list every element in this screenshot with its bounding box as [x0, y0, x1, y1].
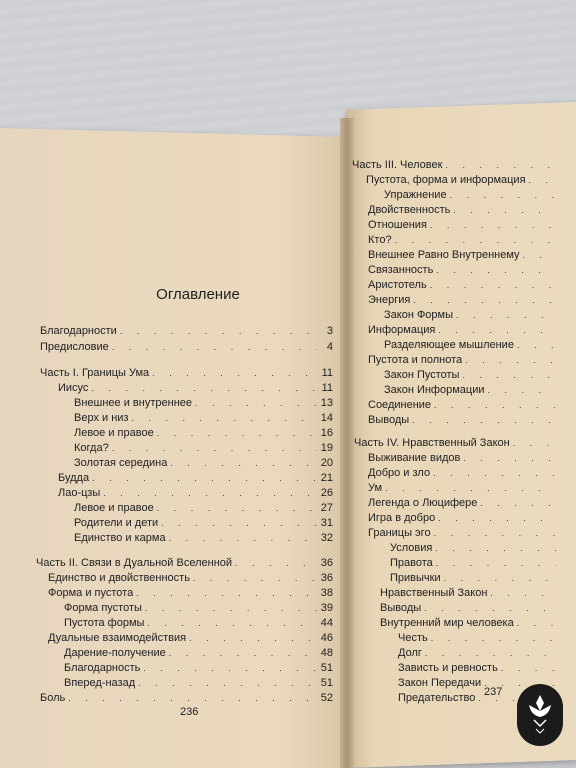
toc-entry [368, 413, 572, 427]
toc-entry-title: Единство и двойственность [48, 572, 190, 584]
toc-entry [368, 293, 572, 307]
toc-leader-dots [193, 571, 317, 585]
toc-entry-title: Верх и низ [74, 412, 129, 424]
toc-entry-page: 51 [320, 677, 333, 689]
toc-leader-dots [68, 691, 317, 705]
toc-leader-dots [120, 324, 317, 338]
toc-entry-page: 26 [320, 487, 333, 499]
toc-entry-title: Разделяющее мышление [384, 339, 514, 351]
toc-leader-dots [445, 158, 556, 172]
toc-leader-dots [424, 601, 556, 615]
toc-entry-title: Благодарность [64, 662, 141, 674]
toc-entry-title: Часть III. Человек [352, 159, 443, 171]
toc-leader-dots [103, 486, 317, 500]
toc-entry-page: 13 [320, 397, 333, 409]
toc-entry-title: Часть IV. Нравственный Закон [354, 437, 510, 449]
toc-entry-title: Упражнение [384, 189, 447, 201]
toc-leader-dots [385, 481, 556, 495]
toc-entry [384, 338, 572, 352]
toc-leader-dots [170, 456, 317, 470]
toc-leader-dots [169, 646, 317, 660]
toc-entry [384, 368, 572, 382]
toc-entry [368, 218, 572, 232]
toc-entry [368, 481, 572, 495]
toc-leader-dots [438, 511, 556, 525]
toc-entry [380, 586, 572, 600]
toc-leader-dots [450, 188, 556, 202]
toc-entry-title: Ум [368, 482, 383, 494]
toc-entry-title: Часть II. Связи в Дуальной Вселенной [36, 557, 233, 569]
toc-entry [48, 571, 333, 585]
toc-entry [64, 661, 333, 675]
toc-entry [74, 456, 333, 470]
toc-entry [368, 511, 572, 525]
toc-entry-title: Внешнее и внутреннее [74, 397, 192, 409]
toc-entry [368, 203, 572, 217]
toc-leader-dots [456, 308, 556, 322]
toc-entry-page: 3 [326, 325, 333, 337]
toc-entry-title: Закон Передачи [398, 677, 482, 689]
toc-entry-title: Закон Формы [384, 309, 454, 321]
toc-entry [74, 501, 333, 515]
toc-entry-title: Лао-цзы [58, 487, 101, 499]
toc-entry [40, 340, 333, 354]
toc-entry-title: Золотая середина [74, 457, 168, 469]
toc-leader-dots [462, 368, 556, 382]
toc-entry [64, 676, 333, 690]
toc-entry-title: Связанность [368, 264, 434, 276]
toc-entry-page: 31 [320, 517, 333, 529]
toc-entry-page: 51 [320, 662, 333, 674]
toc-leader-dots [112, 441, 317, 455]
toc-entry [368, 496, 572, 510]
toc-entry-title: Правота [390, 557, 433, 569]
toc-leader-dots [431, 631, 556, 645]
toc-leader-dots [138, 676, 317, 690]
toc-entry-title: Левое и правое [74, 502, 154, 514]
toc-leader-dots [425, 646, 556, 660]
toc-entry [58, 486, 333, 500]
toc-leader-dots [152, 366, 317, 380]
toc-leader-dots [412, 413, 556, 427]
toc-leader-dots [480, 496, 556, 510]
toc-entry [366, 173, 572, 187]
toc-entry-title: Соединение [368, 399, 432, 411]
toc-entry-title: Когда? [74, 442, 109, 454]
left-page-number: 236 [180, 706, 199, 718]
toc-entry-page: 44 [320, 617, 333, 629]
toc-entry-title: Нравственный Закон [380, 587, 488, 599]
toc-leader-dots [147, 616, 317, 630]
toc-entry [368, 526, 572, 540]
toc-entry [368, 398, 572, 412]
toc-entry-title: Левое и правое [74, 427, 154, 439]
toc-entry [48, 631, 333, 645]
toc-entry [64, 646, 333, 660]
toc-entry-title: Родители и дети [74, 517, 159, 529]
toc-leader-dots [517, 338, 556, 352]
toc-entry [384, 383, 572, 397]
toc-entry [354, 436, 572, 450]
toc-entry-title: Условия [390, 542, 433, 554]
toc-entry-title: Будда [58, 472, 90, 484]
toc-entry [380, 601, 572, 615]
toc-entry-title: Закон Информации [384, 384, 485, 396]
toc-entry-page: 4 [326, 341, 333, 353]
toc-entry [40, 324, 333, 338]
toc-entry-title: Закон Пустоты [384, 369, 460, 381]
toc-entry-title: Границы эго [368, 527, 431, 539]
toc-entry [64, 616, 333, 630]
toc-entry [384, 188, 572, 202]
toc-entry-title: Отношения [368, 219, 427, 231]
toc-entry-page: 11 [321, 367, 333, 379]
toc-leader-dots [430, 218, 556, 232]
lotus-logo-icon [517, 684, 563, 746]
toc-entry-title: Предисловие [40, 341, 109, 353]
toc-entry [40, 691, 333, 705]
toc-leader-dots [517, 616, 556, 630]
toc-entry [368, 233, 572, 247]
toc-entry [74, 516, 333, 530]
toc-entry [352, 158, 572, 172]
toc-entry-page: 38 [320, 587, 333, 599]
toc-entry-page: 39 [320, 602, 333, 614]
toc-leader-dots [501, 661, 556, 675]
toc-entry [368, 248, 572, 262]
toc-entry [390, 541, 572, 555]
toc-entry-page: 20 [320, 457, 333, 469]
toc-entry [74, 411, 333, 425]
toc-entry-title: Кто? [368, 234, 392, 246]
toc-entry-title: Выживание видов [368, 452, 461, 464]
toc-leader-dots [490, 586, 556, 600]
toc-entry [74, 396, 333, 410]
toc-entry [368, 451, 572, 465]
toc-leader-dots [487, 383, 556, 397]
toc-entry [368, 466, 572, 480]
toc-entry-page: 19 [320, 442, 333, 454]
toc-entry-page: 16 [320, 427, 333, 439]
toc-leader-dots [513, 436, 556, 450]
toc-entry-title: Привычки [390, 572, 441, 584]
toc-entry [380, 616, 572, 630]
toc-entry [64, 601, 333, 615]
toc-leader-dots [395, 233, 556, 247]
toc-entry [74, 531, 333, 545]
toc-entry [74, 426, 333, 440]
toc-entry [390, 571, 572, 585]
toc-entry-title: Внешнее Равно Внутреннему [368, 249, 520, 261]
toc-entry-title: Зависть и ревность [398, 662, 498, 674]
toc-entry [40, 366, 333, 380]
toc-entry [398, 661, 572, 675]
toc-leader-dots [91, 381, 317, 395]
toc-leader-dots [195, 396, 317, 410]
toc-leader-dots [453, 203, 556, 217]
right-page-number: 237 [484, 686, 503, 698]
toc-entry-page: 48 [320, 647, 333, 659]
toc-entry-title: Пустота и полнота [368, 354, 463, 366]
toc-entry-page: 36 [320, 557, 333, 569]
toc-entry-title: Форма и пустота [48, 587, 134, 599]
toc-entry [368, 323, 572, 337]
toc-leader-dots [436, 556, 556, 570]
toc-leader-dots [413, 293, 556, 307]
toc-entry-title: Предательство [398, 692, 476, 704]
toc-leader-dots [523, 248, 556, 262]
toc-title: Оглавление [156, 286, 240, 303]
toc-leader-dots [436, 263, 556, 277]
toc-entry-title: Иисус [58, 382, 89, 394]
toc-leader-dots [157, 426, 317, 440]
toc-entry-title: Аристотель [368, 279, 427, 291]
toc-entry-title: Форма пустоты [64, 602, 142, 614]
toc-entry [390, 556, 572, 570]
toc-leader-dots [131, 411, 317, 425]
toc-entry [368, 278, 572, 292]
toc-leader-dots [112, 340, 317, 354]
toc-entry-title: Долг [398, 647, 422, 659]
toc-entry-title: Информация [368, 324, 436, 336]
toc-leader-dots [434, 398, 556, 412]
toc-leader-dots [161, 516, 317, 530]
toc-leader-dots [438, 323, 556, 337]
toc-entry [48, 586, 333, 600]
toc-entry-title: Часть I. Границы Ума [40, 367, 150, 379]
toc-entry-title: Пустота формы [64, 617, 145, 629]
toc-leader-dots [145, 601, 317, 615]
toc-entry-page: 46 [320, 632, 333, 644]
toc-entry-page: 27 [320, 502, 333, 514]
toc-leader-dots [430, 278, 556, 292]
toc-leader-dots [136, 586, 317, 600]
toc-leader-dots [189, 631, 317, 645]
toc-leader-dots [444, 571, 556, 585]
toc-entry-title: Выводы [368, 414, 410, 426]
toc-entry-page: 36 [320, 572, 333, 584]
toc-leader-dots [465, 353, 556, 367]
toc-entry [368, 263, 572, 277]
toc-entry [58, 381, 333, 395]
toc-entry-title: Единство и карма [74, 532, 166, 544]
toc-entry-title: Дарение-получение [64, 647, 166, 659]
toc-entry [74, 441, 333, 455]
toc-entry-title: Боль [40, 692, 66, 704]
toc-entry-title: Игра в добро [368, 512, 436, 524]
toc-leader-dots [143, 661, 317, 675]
toc-entry [58, 471, 333, 485]
toc-entry-title: Благодарности [40, 325, 117, 337]
toc-entry-title: Вперед-назад [64, 677, 136, 689]
toc-entry [398, 646, 572, 660]
toc-entry-title: Дуальные взаимодействия [48, 632, 187, 644]
toc-entry-title: Выводы [380, 602, 422, 614]
toc-entry-page: 11 [321, 382, 333, 394]
toc-entry-title: Добро и зло [368, 467, 431, 479]
toc-leader-dots [434, 526, 556, 540]
toc-leader-dots [169, 531, 317, 545]
toc-leader-dots [433, 466, 556, 480]
toc-entry-page: 52 [320, 692, 333, 704]
toc-entry-page: 32 [320, 532, 333, 544]
toc-entry [36, 556, 333, 570]
toc-leader-dots [529, 173, 556, 187]
toc-entry-title: Легенда о Люцифере [368, 497, 478, 509]
toc-leader-dots [235, 556, 317, 570]
toc-entry-page: 14 [320, 412, 333, 424]
toc-leader-dots [435, 541, 556, 555]
toc-leader-dots [463, 451, 556, 465]
toc-entry [368, 353, 572, 367]
toc-entry-title: Внутренний мир человека [380, 617, 514, 629]
toc-entry-title: Честь [398, 632, 428, 644]
toc-leader-dots [157, 501, 317, 515]
toc-entry [384, 308, 572, 322]
toc-entry-title: Пустота, форма и информация [366, 174, 526, 186]
toc-leader-dots [92, 471, 317, 485]
toc-entry-title: Двойственность [368, 204, 451, 216]
toc-entry-page: 21 [320, 472, 333, 484]
toc-entry-title: Энергия [368, 294, 411, 306]
toc-entry [398, 631, 572, 645]
